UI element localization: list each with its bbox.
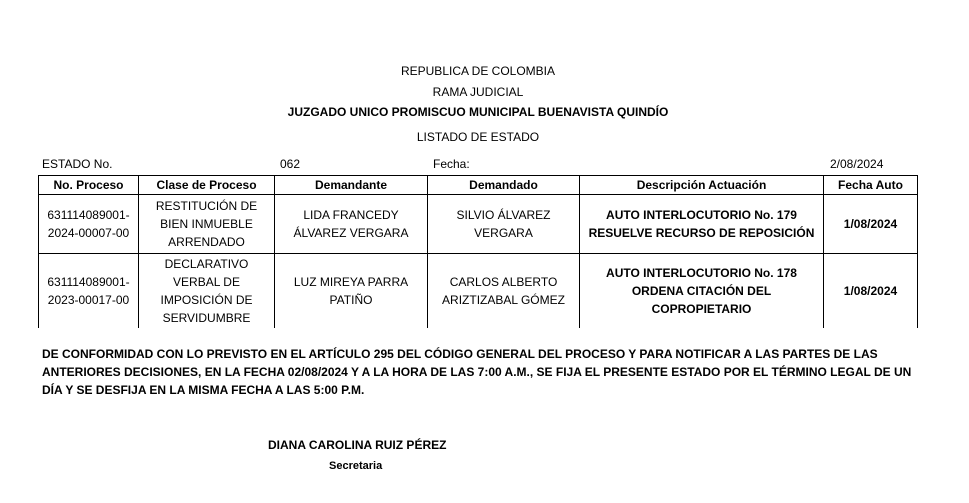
header-country: REPUBLICA DE COLOMBIA [400,64,556,78]
cell-proceso: 631114089001-2023-00017-00 [39,254,139,329]
signature-name: DIANA CAROLINA RUIZ PÉREZ [268,438,447,452]
signature-role: Secretaria [329,460,383,472]
header-court: JUZGADO UNICO PROMISCUO MUNICIPAL BUENAVISTA QUINDÍO [287,105,669,119]
col-header-demandado: Demandado [428,176,580,195]
col-header-fecha: Fecha Auto [824,176,918,195]
cell-demandante: LUZ MIREYA PARRA PATIÑO [275,254,428,329]
header-branch: RAMA JUDICIAL [432,85,524,99]
cell-clase: RESTITUCIÓN DE BIEN INMUEBLE ARRENDADO [139,195,275,254]
col-header-clase: Clase de Proceso [139,176,275,195]
col-header-descripcion: Descripción Actuación [580,176,824,195]
estado-number: 062 [280,157,301,171]
cell-demandado: CARLOS ALBERTO ARIZTIZABAL GÓMEZ [428,254,580,329]
estado-table [38,175,918,328]
cell-descripcion [580,254,824,329]
table-row [39,254,918,329]
descripcion-line-2: RESUELVE RECURSO DE REPOSICIÓN [588,226,815,240]
descripcion-line-2: ORDENA CITACIÓN DEL COPROPIETARIO [631,284,772,316]
cell-fecha: 1/08/2024 [824,254,918,329]
cell-descripcion [580,195,824,254]
col-header-demandante: Demandante [275,176,428,195]
table-header-row [39,176,918,195]
cell-demandado: SILVIO ÁLVAREZ VERGARA [428,195,580,254]
cell-clase: DECLARATIVO VERBAL DE IMPOSICIÓN DE SERVIDUMBRE [139,254,275,329]
descripcion-line-1: AUTO INTERLOCUTORIO No. 178 [606,266,797,280]
col-header-proceso: No. Proceso [39,176,139,195]
descripcion-line-1: AUTO INTERLOCUTORIO No. 179 [606,208,797,222]
fecha-value: 2/08/2024 [830,157,884,171]
cell-fecha: 1/08/2024 [824,195,918,254]
table-row [39,195,918,254]
cell-demandante: LIDA FRANCEDY ÁLVAREZ VERGARA [275,195,428,254]
cell-proceso: 631114089001-2024-00007-00 [39,195,139,254]
fecha-label: Fecha: [433,157,470,171]
legal-notice: DE CONFORMIDAD CON LO PREVISTO EN EL ARTÍCULO 295 DEL CÓDIGO GENERAL DEL PROCESO Y PARA NOTIFICAR A LAS PARTES DE LAS ANTERIORES DECISIONES, EN LA FECHA 02/08/2024 Y A LA HORA DE LAS 7:00 A.M., SE FIJA EL PRESENTE ESTADO POR EL TÉRMINO LEGAL DE UN DÍA Y SE DESFIJA EN LA MISMA FECHA A LAS 5:00 P.M. [42,347,912,397]
header-list-title: LISTADO DE ESTADO [416,130,540,144]
estado-label: ESTADO No. [42,157,113,171]
